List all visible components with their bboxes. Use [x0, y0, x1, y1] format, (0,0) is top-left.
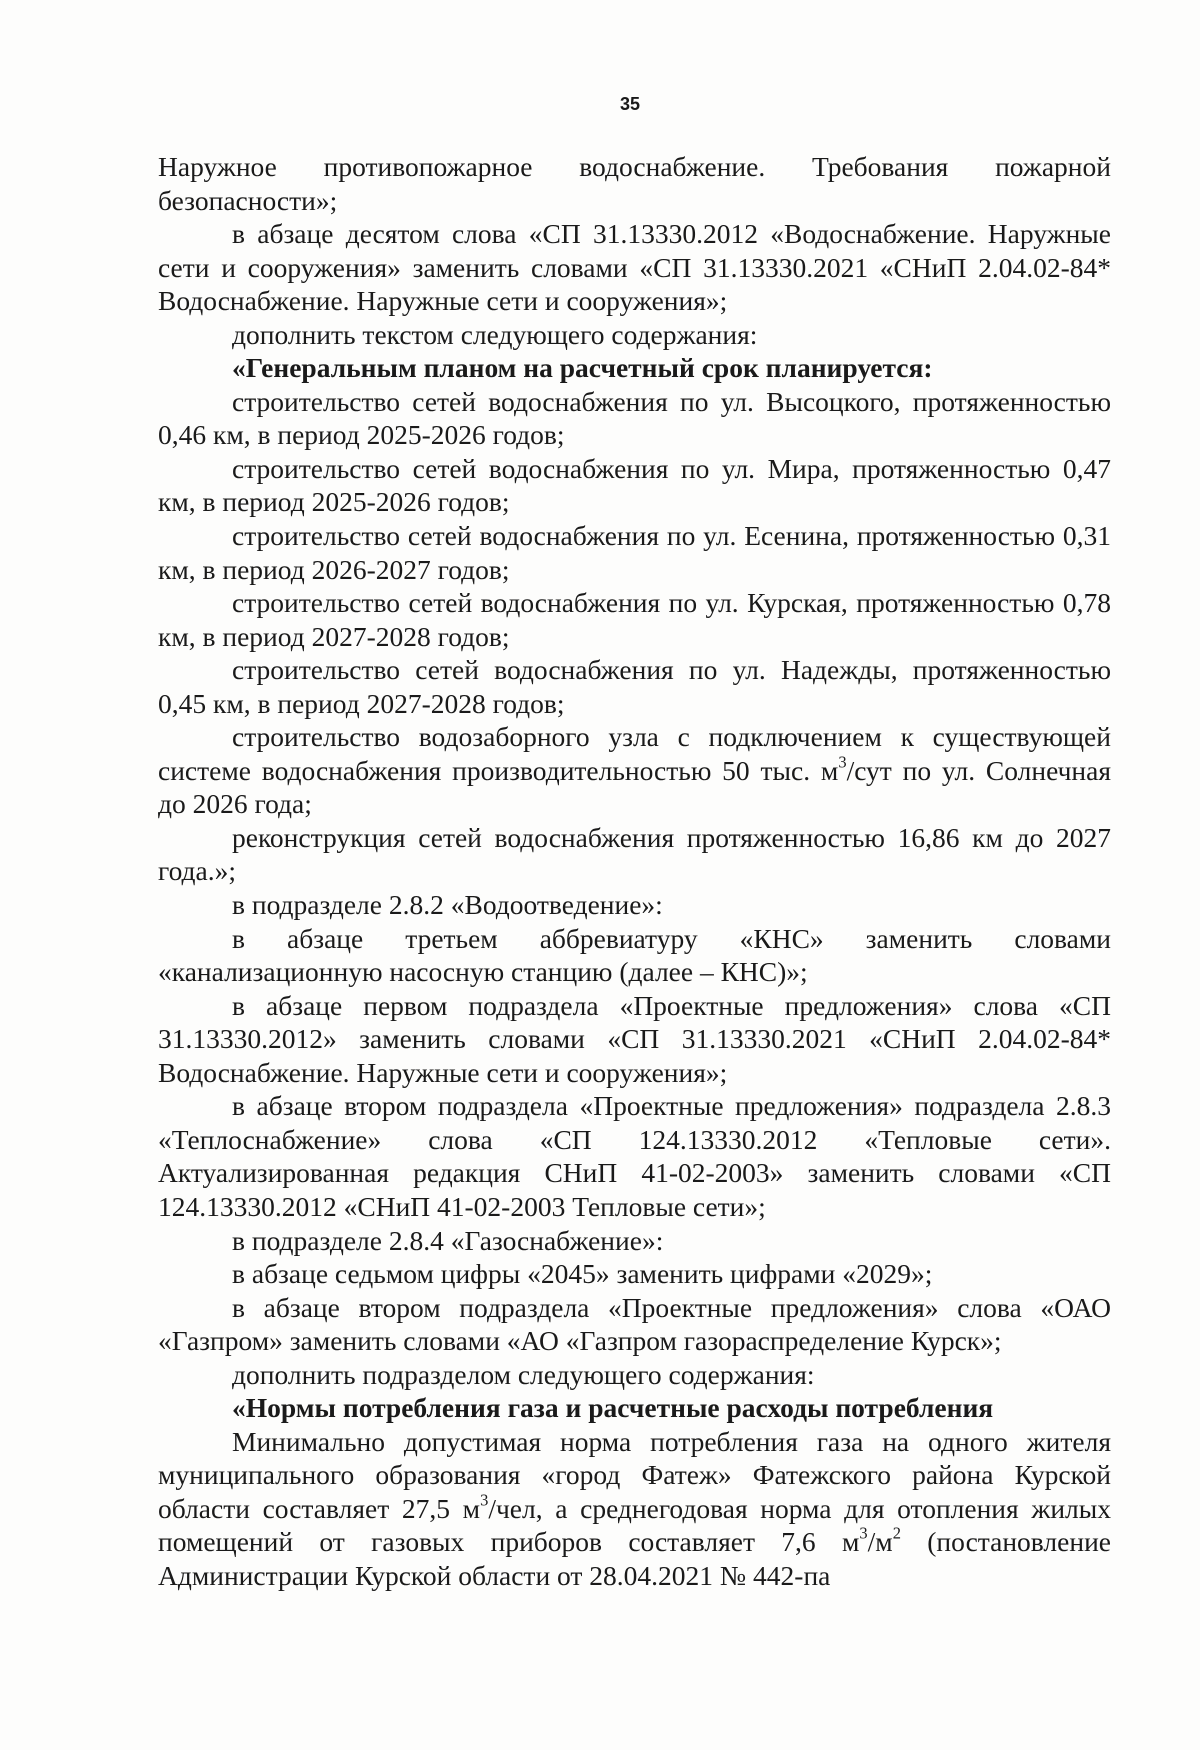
paragraph: в подразделе 2.8.2 «Водоотведение»: [232, 889, 663, 921]
text-run: /чел, а среднегодовая норма для отопления жилых помещений от газовых приборов составляет 7,6 м [158, 1492, 1111, 1558]
paragraph: в абзаце первом подраздела «Проектные предложения» слова «СП 31.13330.2012» заменить словами «СП 31.13330.2021 «СНиП 2.04.02-84* Водоснабжение. Наружные сети и сооружения»; [158, 989, 1111, 1088]
text-run: /м [867, 1526, 893, 1558]
paragraph: Наружное противопожарное водоснабжение. Требования пожарной безопасности»; [158, 151, 1111, 216]
paragraph: в абзаце третьем аббревиатуру «КНС» заменить словами «канализационную насосную станцию (далее – КНС)»; [158, 922, 1111, 988]
paragraph: в абзаце втором подраздела «Проектные предложения» слова «ОАО «Газпром» заменить словами «АО «Газпром газораспределение Курск»; [158, 1291, 1111, 1357]
list-item [158, 720, 1111, 821]
document-body [158, 150, 1111, 1593]
superscript: 3 [859, 1524, 868, 1544]
paragraph: в абзаце десятом слова «СП 31.13330.2012 «Водоснабжение. Наружные сети и сооружения» заменить словами «СП 31.13330.2021 «СНиП 2.04.02-84* Водоснабжение. Наружные сети и сооружения»; [158, 218, 1111, 317]
paragraph: дополнить текстом следующего содержания: [232, 318, 758, 350]
text-run: строительство водозаборного узла с подключением к существующей системе водоснабжения производительностью 50 тыс. м [158, 721, 1111, 786]
list-item: строительство сетей водоснабжения по ул. Высоцкого, протяженностью 0,46 км, в период 2025-2026 годов; [158, 385, 1111, 451]
list-item: строительство сетей водоснабжения по ул. Есенина, протяженностью 0,31 км, в период 2026-2027 годов; [158, 520, 1111, 585]
list-item: реконструкция сетей водоснабжения протяженностью 16,86 км до 2027 года.»; [158, 821, 1111, 887]
paragraph: дополнить подразделом следующего содержания: [232, 1358, 815, 1390]
list-item: строительство сетей водоснабжения по ул. Надежды, протяженностью 0,45 км, в период 2027-2028 годов; [158, 654, 1111, 719]
superscript: 2 [892, 1524, 901, 1544]
paragraph: в абзаце втором подраздела «Проектные предложения» подраздела 2.8.3 «Теплоснабжение» слова «СП 124.13330.2012 «Тепловые сети». Актуализированная редакция СНиП 41-02-2003» заменить словами «СП 124.13330.2012 «СНиП 41-02-2003 Тепловые сети»; [158, 1090, 1111, 1222]
list-item: строительство сетей водоснабжения по ул. Курская, протяженностью 0,78 км, в период 2027-2028 годов; [158, 587, 1111, 652]
list-item: строительство сетей водоснабжения по ул. Мира, протяженностью 0,47 км, в период 2025-2026 годов; [158, 452, 1111, 518]
page-number: 35 [619, 94, 641, 114]
text-run: (постановление Администрации Курской области от 28.04.2021 № 442-па [158, 1526, 1111, 1591]
superscript: 3 [838, 752, 847, 772]
paragraph: в абзаце седьмом цифры «2045» заменить цифрами «2029»; [232, 1258, 933, 1290]
section-heading: «Нормы потребления газа и расчетные расходы потребления [232, 1392, 994, 1424]
text-run: /сут по ул. Солнечная до 2026 года; [158, 754, 1111, 820]
section-heading: «Генеральным планом на расчетный срок планируется: [232, 352, 933, 384]
paragraph: в подразделе 2.8.4 «Газоснабжение»: [232, 1224, 664, 1256]
paragraph [158, 1425, 1111, 1593]
superscript: 3 [480, 1490, 489, 1510]
text-run: Минимально допустимая норма потребления газа на одного жителя муниципального образования «город Фатеж» Фатежского района Курской области составляет 27,5 м [158, 1425, 1111, 1524]
